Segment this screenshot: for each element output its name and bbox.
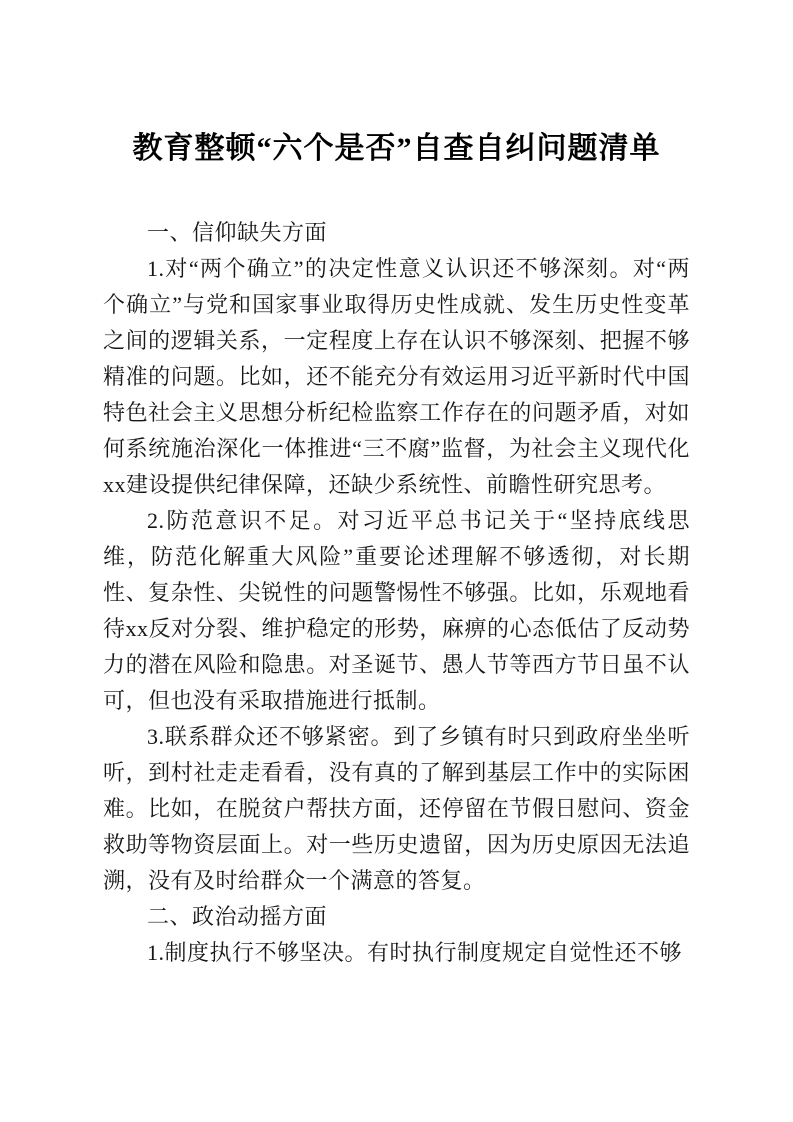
section-1-paragraph-3: 3.联系群众还不够紧密。到了乡镇有时只到政府坐坐听听，到村社走走看看，没有真的了解到基层工作中的实际困难。比如，在脱贫户帮扶方面，还停留在节假日慰问、资金救助等物资层面上。对一些历史遗留，因为历史原因无法追溯，没有及时给群众一个满意的答复。 bbox=[103, 724, 690, 893]
section-2-paragraph-1: 1.制度执行不够坚决。有时执行制度规定自觉性还不够 bbox=[147, 940, 683, 965]
section-heading-1: 一、信仰缺失方面 bbox=[147, 220, 328, 245]
section-1-paragraph-1: 1.对“两个确立”的决定性意义认识还不够深刻。对“两个确立”与党和国家事业取得历史性成就、发生历史性变革之间的逻辑关系，一定程度上存在认识不够深刻、把握不够精准的问题。比如，还不能充分有效运用习近平新时代中国特色社会主义思想分析纪检监察工作存在的问题矛盾，对如何系统施治深化一体推进“三不腐”监督，为社会主义现代化xx建设提供纪律保障，还缺少系统性、前瞻性研究思考。 bbox=[103, 256, 690, 497]
section-1-paragraph-2: 2.防范意识不足。对习近平总书记关于“坚持底线思维，防范化解重大风险”重要论述理解不够透彻，对长期性、复杂性、尖锐性的问题警惕性不够强。比如，乐观地看待xx反对分裂、维护稳定的形势，麻痹的心态低估了反动势力的潜在风险和隐患。对圣诞节、愚人节等西方节日虽不认可，但也没有采取措施进行抵制。 bbox=[103, 508, 690, 713]
document-body bbox=[103, 215, 690, 971]
section-heading-2: 二、政治动摇方面 bbox=[147, 904, 328, 929]
document-title: 教育整顿“六个是否”自查自纠问题清单 bbox=[132, 132, 661, 165]
